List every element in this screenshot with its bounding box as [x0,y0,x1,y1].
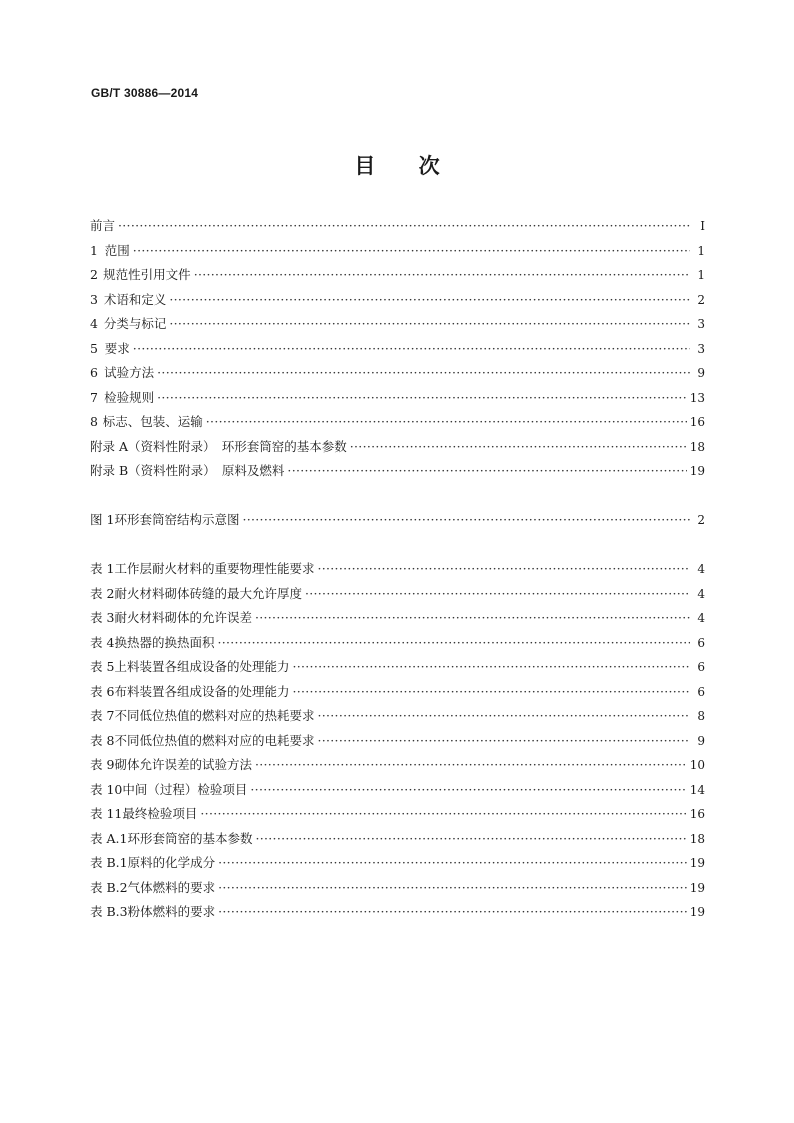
toc-entry-label: 换热器的换热面积 [114,634,215,650]
toc-entry-page: 10 [689,758,705,772]
dot-leader [217,631,690,656]
toc-entry-page: 19 [689,856,705,870]
toc-entry-number: 表 4 [90,634,115,650]
dot-leader [200,802,686,827]
toc-entry-page: 9 [697,366,705,380]
toc-entry[interactable] [90,214,705,239]
toc-entry-label: 前言 [90,218,116,233]
dot-leader [317,729,690,754]
dot-leader [317,557,690,582]
toc-entry-page: 4 [697,611,705,625]
toc-entry-number: 表 B.3 [90,904,128,919]
toc-entry-label: 附录 A（资料性附录） 环形套筒窑的基本参数 [90,438,347,454]
toc-entry[interactable] [90,778,705,803]
toc-entry[interactable] [90,900,705,925]
toc-entry[interactable] [90,239,705,264]
toc-entry[interactable] [90,263,705,288]
dot-leader [118,214,690,239]
toc-entry-number: 表 5 [90,659,115,674]
dot-leader [350,435,687,460]
toc-entry[interactable] [90,753,705,778]
toc-entry[interactable] [90,459,705,484]
toc-figures [90,508,705,533]
dot-leader [133,239,690,264]
dot-leader [157,361,690,386]
dot-leader [133,337,690,362]
toc-entry-number: 表 A.1 [90,830,128,846]
toc-entry-label: 不同低位热值的燃料对应的热耗要求 [114,708,315,723]
toc-entry[interactable] [90,631,705,656]
toc-entry[interactable] [90,582,705,607]
toc-entry[interactable] [90,851,705,876]
toc-entry-label: 原料的化学成分 [127,855,216,870]
toc-entry-page: 19 [689,880,705,895]
toc-entry[interactable] [90,876,705,901]
toc-entry-label: 范围 [104,242,130,258]
toc-entry[interactable] [90,606,705,631]
toc-entry-page: 18 [689,831,705,846]
toc-entry-label: 粉体燃料的要求 [127,904,216,919]
dot-leader [255,606,690,631]
toc-entry-label: 砌体允许误差的试验方法 [114,757,252,772]
toc-entry-label: 环形套筒窑的基本参数 [127,830,253,846]
toc-entry[interactable] [90,827,705,852]
toc-entry-number: 8 [90,414,98,429]
toc-entry-page: 4 [697,562,705,576]
toc-entry[interactable] [90,337,705,362]
toc-entry-number: 表 3 [90,610,115,625]
toc-entry-label: 术语和定义 [103,291,167,307]
dot-leader [157,386,687,411]
toc-entry-label: 检验规则 [104,389,155,405]
toc-entry-number: 7 [90,389,98,405]
toc-entry-label: 环形套筒窑结构示意图 [114,512,240,527]
dot-leader [242,508,690,533]
toc-entry[interactable] [90,435,705,460]
toc-entry-page: 6 [697,635,705,650]
standard-code: GB/T 30886—2014 [91,86,199,100]
toc-entry-number: 表 8 [90,732,115,748]
dot-leader [218,851,687,876]
toc-entry-label: 耐火材料砌体的允许误差 [114,610,252,625]
dot-leader [305,582,690,607]
toc-entry-number: 表 1 [90,561,115,576]
toc-entry-page: 4 [697,586,705,601]
toc-entry[interactable] [90,386,705,411]
toc-entry-label: 最终检验项目 [122,806,198,821]
toc-entry[interactable] [90,508,705,533]
toc-tables [90,557,705,925]
toc-entry[interactable] [90,361,705,386]
toc-entry-label: 工作层耐火材料的重要物理性能要求 [114,561,315,576]
toc-entry-page: 2 [697,292,705,307]
dot-leader [255,753,687,778]
toc-entry-page: 18 [689,439,705,454]
toc-entry-page: 16 [689,807,705,821]
toc-entry[interactable] [90,410,705,435]
toc-entry-page: 19 [689,464,705,478]
toc-entry-number: 6 [90,365,98,380]
dot-leader [287,459,686,484]
toc-entry[interactable] [90,557,705,582]
toc-entry-label: 分类与标记 [103,316,167,331]
toc-title: 目 次 [354,154,440,178]
toc-entry-label: 要求 [104,340,130,356]
toc-entry-number: 表 11 [90,806,123,821]
toc-entry-label: 耐火材料砌体砖缝的最大允许厚度 [114,585,302,601]
toc-entry-number: 表 B.1 [90,855,128,870]
toc-entry-page: 16 [689,415,705,429]
toc-entry-number: 表 B.2 [90,879,128,895]
toc-entry-page: 6 [697,660,705,674]
toc-entry-label: 上料装置各组成设备的处理能力 [114,659,290,674]
toc-entry-number: 3 [90,291,98,307]
toc-entry-page: 2 [697,513,705,527]
toc-entry-number: 表 7 [90,708,115,723]
dot-leader [292,680,690,705]
toc-entry-label: 不同低位热值的燃料对应的电耗要求 [114,732,315,748]
dot-leader [317,704,690,729]
toc-entry-number: 表 10 [90,781,123,797]
toc-entry-label: 气体燃料的要求 [127,879,216,895]
toc-entry-label: 标志、包装、运输 [102,414,203,429]
toc-entry-label: 试验方法 [104,365,155,380]
toc-entry-page: 1 [697,268,705,282]
toc-entry-number: 2 [90,267,98,282]
toc-entry-number: 4 [90,316,98,331]
toc-chapters [90,214,705,484]
toc-entry-number: 1 [90,242,98,258]
toc-entry-number: 图 1 [90,512,115,527]
toc-entry[interactable] [90,704,705,729]
toc-entry-page: 3 [697,341,705,356]
toc-entry-page: 9 [697,733,705,748]
dot-leader [206,410,687,435]
toc-entry-page: 13 [689,390,705,405]
toc-entry-page: 6 [697,684,705,699]
toc-entry[interactable] [90,312,705,337]
toc-entry-number: 表 9 [90,757,115,772]
toc-entry-page: 1 [697,243,705,258]
toc-entry-number: 表 6 [90,683,115,699]
dot-leader [194,263,690,288]
dot-leader [255,827,686,852]
toc-entry[interactable] [90,655,705,680]
toc-entry-page: 19 [689,905,705,919]
toc-entry-label: 附录 B（资料性附录） 原料及燃料 [90,463,285,478]
dot-leader [250,778,686,803]
toc-entry-number: 5 [90,340,98,356]
toc-entry-label: 中间（过程）检验项目 [122,781,248,797]
dot-leader [292,655,690,680]
toc-entry[interactable] [90,288,705,313]
dot-leader [218,876,687,901]
toc-entry-label: 规范性引用文件 [103,267,191,282]
toc-entry[interactable] [90,802,705,827]
toc-entry-page: 8 [697,709,705,723]
toc-entry-number: 表 2 [90,585,115,601]
toc-entry[interactable] [90,729,705,754]
toc-entry-page: 3 [697,317,705,331]
toc-entry-page: 14 [689,782,705,797]
dot-leader [169,312,690,337]
toc-entry-page: Ⅰ [700,219,705,233]
dot-leader [218,900,687,925]
toc-entry-label: 布料装置各组成设备的处理能力 [114,683,290,699]
toc-entry[interactable] [90,680,705,705]
dot-leader [169,288,690,313]
